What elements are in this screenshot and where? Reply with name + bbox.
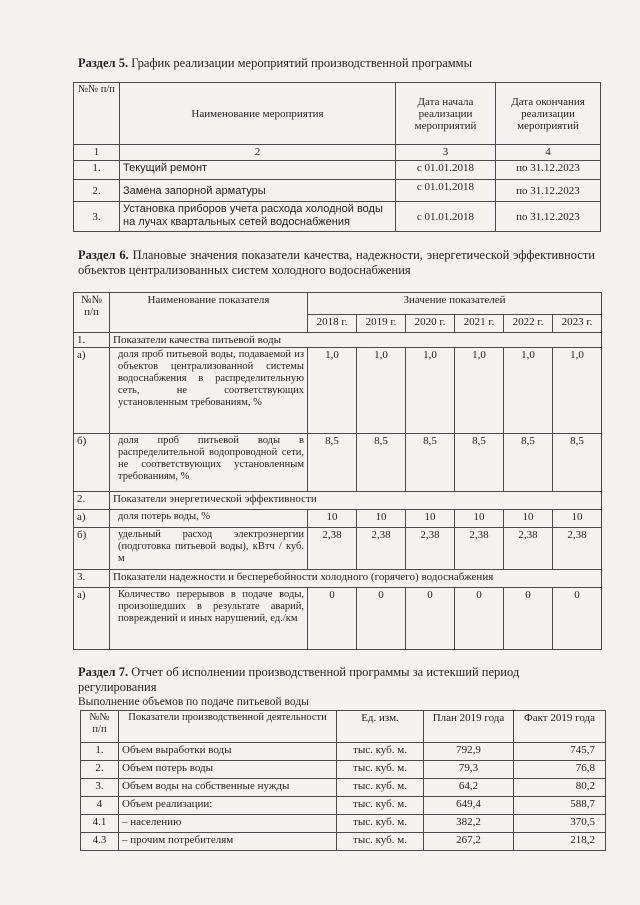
section5-header-name: Наименование мероприятия (120, 83, 396, 145)
group-row-reliability (74, 570, 602, 588)
table-row (74, 202, 601, 232)
section7-subtitle: Выполнение объемов по подаче питьевой воды (78, 696, 309, 708)
value-2021: 10 (455, 510, 504, 528)
section6-table (73, 292, 602, 650)
start-date: с 01.01.2018 (396, 180, 496, 202)
indicator-name: доля проб питьевой воды в распределительной водопроводной сети, не соответствующих установленным требованиям, % (110, 434, 308, 492)
start-date: с 01.01.2018 (396, 161, 496, 180)
value-2020: 8,5 (406, 434, 455, 492)
table-row (81, 833, 606, 851)
row-letter: а) (74, 510, 110, 528)
section5-index-3: 3 (396, 145, 496, 161)
section7-heading (78, 665, 598, 695)
unit: тыс. куб. м. (337, 815, 424, 833)
table-row (74, 510, 602, 528)
value-2018: 2,38 (308, 528, 357, 570)
group-row-energy (74, 492, 602, 510)
section6-header-num: №№ п/п (74, 293, 110, 333)
table-row (74, 161, 601, 180)
unit: тыс. куб. м. (337, 833, 424, 851)
section7-number: Раздел 7. (78, 665, 129, 679)
value-2022: 1,0 (504, 348, 553, 434)
plan-value: 382,2 (424, 815, 514, 833)
fact-value: 370,5 (514, 815, 606, 833)
value-2021: 8,5 (455, 434, 504, 492)
value-2019: 1,0 (357, 348, 406, 434)
unit: тыс. куб. м. (337, 761, 424, 779)
indicator-name: доля проб питьевой воды, подаваемой из объектов централизованной системы водоснабжения в распределительную сеть, не соответствующих установленным требованиям, % (110, 348, 308, 434)
plan-value: 792,9 (424, 743, 514, 761)
plan-value: 79,3 (424, 761, 514, 779)
value-2023: 10 (553, 510, 602, 528)
value-2020: 10 (406, 510, 455, 528)
section5-header-end: Дата окончания реализации мероприятий (496, 83, 601, 145)
value-2022: 8,5 (504, 434, 553, 492)
section7-table (80, 710, 606, 851)
value-2021: 1,0 (455, 348, 504, 434)
group-number: 2. (74, 492, 110, 510)
year-2021: 2021 г. (455, 315, 504, 333)
year-2019: 2019 г. (357, 315, 406, 333)
section7-header-name: Показатели производственной деятельности (119, 711, 337, 743)
value-2022: 0 (504, 588, 553, 650)
section6-header-row (74, 293, 602, 315)
year-2022: 2022 г. (504, 315, 553, 333)
section6-number: Раздел 6. (78, 248, 129, 262)
indicator-name: удельный расход электроэнергии (подготовка питьевой воды), кВтч / куб. м (110, 528, 308, 570)
value-2021: 0 (455, 588, 504, 650)
value-2019: 8,5 (357, 434, 406, 492)
table-row (74, 180, 601, 202)
indicator-name: Количество перерывов в подаче воды, произошедших в результате аварий, повреждений и иных нарушений, ед./км (110, 588, 308, 650)
table-row (81, 797, 606, 815)
indicator-name: Объем выработки воды (119, 743, 337, 761)
row-letter: а) (74, 588, 110, 650)
unit: тыс. куб. м. (337, 779, 424, 797)
section5-number: Раздел 5. (78, 56, 129, 70)
activity-name: Установка приборов учета расхода холодной воды на лучах квартальных сетей водоснабжения (120, 202, 396, 232)
end-date: по 31.12.2023 (496, 180, 601, 202)
value-2018: 0 (308, 588, 357, 650)
indicator-name: Объем воды на собственные нужды (119, 779, 337, 797)
row-number: 1. (74, 161, 120, 180)
row-number: 3. (74, 202, 120, 232)
value-2020: 2,38 (406, 528, 455, 570)
indicator-name: доля потерь воды, % (110, 510, 308, 528)
fact-value: 76,8 (514, 761, 606, 779)
table-row (74, 348, 602, 434)
start-date: с 01.01.2018 (396, 202, 496, 232)
group-row-quality (74, 333, 602, 348)
value-2023: 0 (553, 588, 602, 650)
table-row (74, 588, 602, 650)
row-letter: б) (74, 528, 110, 570)
row-number: 4.1 (81, 815, 119, 833)
section5-header-num: №№ п/п (74, 83, 120, 145)
section7-header-plan: План 2019 года (424, 711, 514, 743)
row-number: 1. (81, 743, 119, 761)
section6-heading (78, 248, 595, 278)
section7-title: Отчет об исполнении производственной программы за истекший период регулирования (78, 665, 520, 694)
table-row (81, 761, 606, 779)
row-letter: а) (74, 348, 110, 434)
indicator-name: – прочим потребителям (119, 833, 337, 851)
indicator-name: – населению (119, 815, 337, 833)
end-date: по 31.12.2023 (496, 202, 601, 232)
indicator-name: Объем потерь воды (119, 761, 337, 779)
value-2019: 0 (357, 588, 406, 650)
table-row (81, 743, 606, 761)
section5-title: График реализации мероприятий производственной программы (131, 56, 472, 70)
row-number: 2. (81, 761, 119, 779)
year-2023: 2023 г. (553, 315, 602, 333)
row-letter: б) (74, 434, 110, 492)
value-2020: 1,0 (406, 348, 455, 434)
year-2018: 2018 г. (308, 315, 357, 333)
end-date: по 31.12.2023 (496, 161, 601, 180)
group-title: Показатели качества питьевой воды (110, 333, 602, 348)
section7-header-unit: Ед. изм. (337, 711, 424, 743)
row-number: 2. (74, 180, 120, 202)
value-2020: 0 (406, 588, 455, 650)
year-2020: 2020 г. (406, 315, 455, 333)
section5-header-start: Дата начала реализации мероприятий (396, 83, 496, 145)
table-row (81, 779, 606, 797)
section5-header-row (74, 83, 601, 145)
section6-header-name: Наименование показателя (110, 293, 308, 333)
fact-value: 588,7 (514, 797, 606, 815)
section5-index-1: 1 (74, 145, 120, 161)
section5-index-2: 2 (120, 145, 396, 161)
value-2021: 2,38 (455, 528, 504, 570)
value-2019: 2,38 (357, 528, 406, 570)
value-2022: 2,38 (504, 528, 553, 570)
plan-value: 649,4 (424, 797, 514, 815)
table-row (74, 434, 602, 492)
group-title: Показатели надежности и бесперебойности холодного (горячего) водоснабжения (110, 570, 602, 588)
value-2018: 1,0 (308, 348, 357, 434)
fact-value: 745,7 (514, 743, 606, 761)
section5-table (73, 82, 601, 232)
row-number: 4 (81, 797, 119, 815)
section6-header-values: Значение показателей (308, 293, 602, 315)
section7-header-num: №№ п/п (81, 711, 119, 743)
group-title: Показатели энергетической эффективности (110, 492, 602, 510)
section5-index-4: 4 (496, 145, 601, 161)
fact-value: 218,2 (514, 833, 606, 851)
value-2023: 1,0 (553, 348, 602, 434)
value-2023: 8,5 (553, 434, 602, 492)
value-2022: 10 (504, 510, 553, 528)
activity-name: Текущий ремонт (120, 161, 396, 180)
value-2023: 2,38 (553, 528, 602, 570)
plan-value: 64,2 (424, 779, 514, 797)
plan-value: 267,2 (424, 833, 514, 851)
group-number: 3. (74, 570, 110, 588)
indicator-name: Объем реализации: (119, 797, 337, 815)
activity-name: Замена запорной арматуры (120, 180, 396, 202)
unit: тыс. куб. м. (337, 743, 424, 761)
unit: тыс. куб. м. (337, 797, 424, 815)
value-2018: 8,5 (308, 434, 357, 492)
section7-header-row (81, 711, 606, 743)
group-number: 1. (74, 333, 110, 348)
fact-value: 80,2 (514, 779, 606, 797)
table-row (74, 528, 602, 570)
value-2018: 10 (308, 510, 357, 528)
section5-heading (78, 56, 578, 71)
section6-title: Плановые значения показатели качества, надежности, энергетической эффективности объектов централизованных систем холодного водоснабжения (78, 248, 595, 277)
table-row (81, 815, 606, 833)
row-number: 3. (81, 779, 119, 797)
section7-header-fact: Факт 2019 года (514, 711, 606, 743)
section5-index-row (74, 145, 601, 161)
row-number: 4.3 (81, 833, 119, 851)
value-2019: 10 (357, 510, 406, 528)
